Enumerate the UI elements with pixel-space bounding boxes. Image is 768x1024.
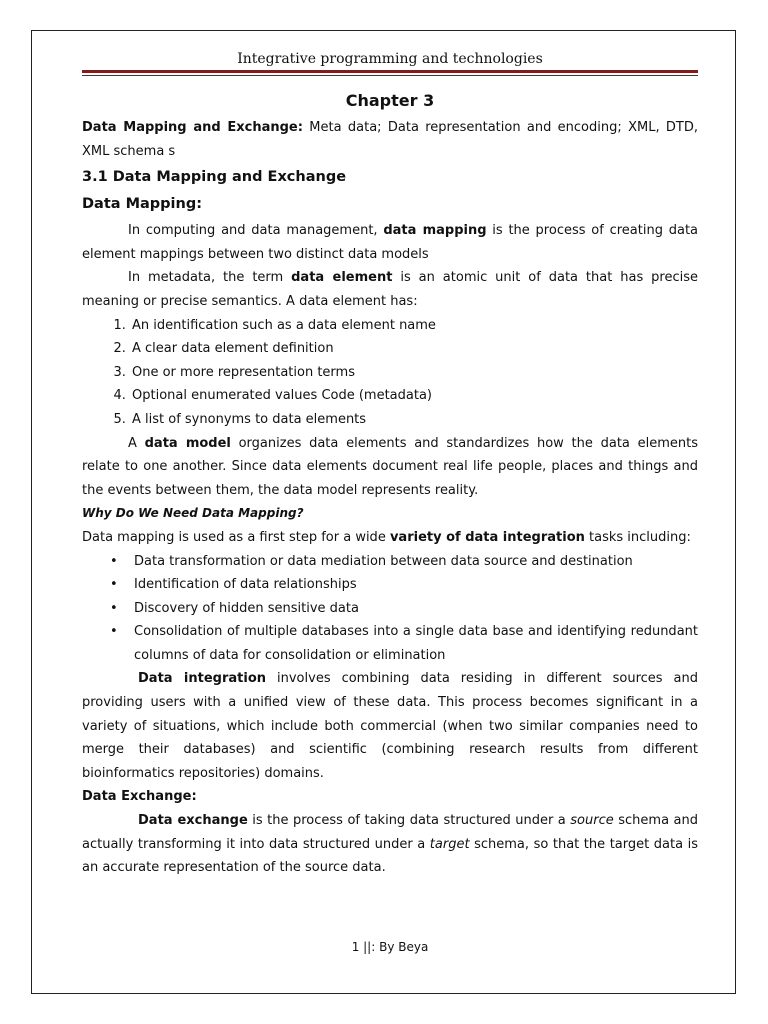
why-heading: Why Do We Need Data Mapping? <box>82 506 304 521</box>
list-item: 1. An identification such as a data element name <box>130 314 698 338</box>
italic-term: target <box>429 836 470 852</box>
text-span: A <box>128 435 145 451</box>
text-span: schema and actually transforming it into data structured under a <box>82 813 699 852</box>
text-span: In computing and data management, <box>128 223 384 239</box>
running-header: Integrative programming and technologies <box>237 51 543 67</box>
list-item-text: Consolidation of multiple databases into a single data base and identifying redundant columns of data for consolidation or elimination <box>134 624 698 663</box>
text-span: is the process of taking data structured under a <box>247 813 571 829</box>
intro-label: Data Mapping and Exchange: <box>82 120 303 135</box>
data-integration-paragraph <box>82 667 698 785</box>
data-exchange-paragraph <box>82 809 698 880</box>
header-rule-thin <box>82 75 698 76</box>
data-mapping-paragraph-1 <box>82 219 698 266</box>
list-item: 3. One or more representation terms <box>130 361 698 385</box>
bold-term: data mapping <box>383 223 487 239</box>
bullet-icon: • <box>110 553 118 569</box>
page-content <box>82 88 698 880</box>
list-item-text: Identification of data relationships <box>134 577 357 593</box>
text-span: involves combining data residing in different sources and providing users with a unified view of these data. This process becomes significant in a variety of situations, which include both commercial (when two similar companies need to merge their databases) and scientific (combining research results from different bioinformatics repositories) domains. <box>82 671 698 781</box>
list-item-text: Discovery of hidden sensitive data <box>134 600 359 616</box>
list-item <box>110 550 698 574</box>
text-span: is the process of creating data element mappings between two distinct data models <box>82 223 699 262</box>
data-mapping-heading: Data Mapping: <box>82 196 203 213</box>
list-item-text: Data transformation or data mediation between data source and destination <box>134 553 633 569</box>
text-span: is an atomic unit of data that has precise meaning or precise semantics. A data element has: <box>82 270 698 309</box>
text-span: tasks including: <box>584 529 691 545</box>
list-item: 5. A list of synonyms to data elements <box>130 408 698 432</box>
data-exchange-heading: Data Exchange: <box>82 789 197 805</box>
bold-term: data model <box>144 435 231 451</box>
why-paragraph <box>82 526 698 550</box>
section-title: 3.1 Data Mapping and Exchange <box>82 169 347 186</box>
bold-term: variety of data integration <box>389 529 585 545</box>
list-item <box>110 573 698 597</box>
text-span: Data mapping is used as a first step for a wide <box>82 529 390 545</box>
list-item: 4. Optional enumerated values Code (metadata) <box>130 384 698 408</box>
list-item <box>110 620 698 667</box>
bullet-icon: • <box>110 624 118 640</box>
bold-term: Data exchange <box>138 813 248 829</box>
chapter-intro <box>82 116 698 163</box>
integration-task-list <box>82 550 698 668</box>
italic-term: source <box>570 813 614 829</box>
text-span: schema, so that the target data is an accurate representation of the source data. <box>82 836 698 876</box>
data-element-list <box>82 314 698 432</box>
data-mapping-paragraph-2 <box>82 266 698 313</box>
bold-term: data element <box>291 270 393 286</box>
bullet-icon: • <box>110 577 118 593</box>
bullet-icon: • <box>110 600 118 616</box>
text-span: In metadata, the term <box>128 270 292 286</box>
text-span: organizes data elements and standardizes how the data elements relate to one another. Since data elements document real life people, places and things and the events between them, the data model represents reality. <box>82 435 698 498</box>
data-model-paragraph <box>82 432 698 503</box>
header-rule <box>82 70 698 73</box>
chapter-title: Chapter 3 <box>345 91 435 110</box>
list-item: 2. A clear data element definition <box>130 337 698 361</box>
page-footer: 1 ||: By Beya <box>351 940 429 954</box>
bold-term: Data integration <box>138 671 267 687</box>
intro-text: Meta data; Data representation and encoding; XML, DTD, XML schema s <box>82 120 698 159</box>
list-item <box>110 597 698 621</box>
